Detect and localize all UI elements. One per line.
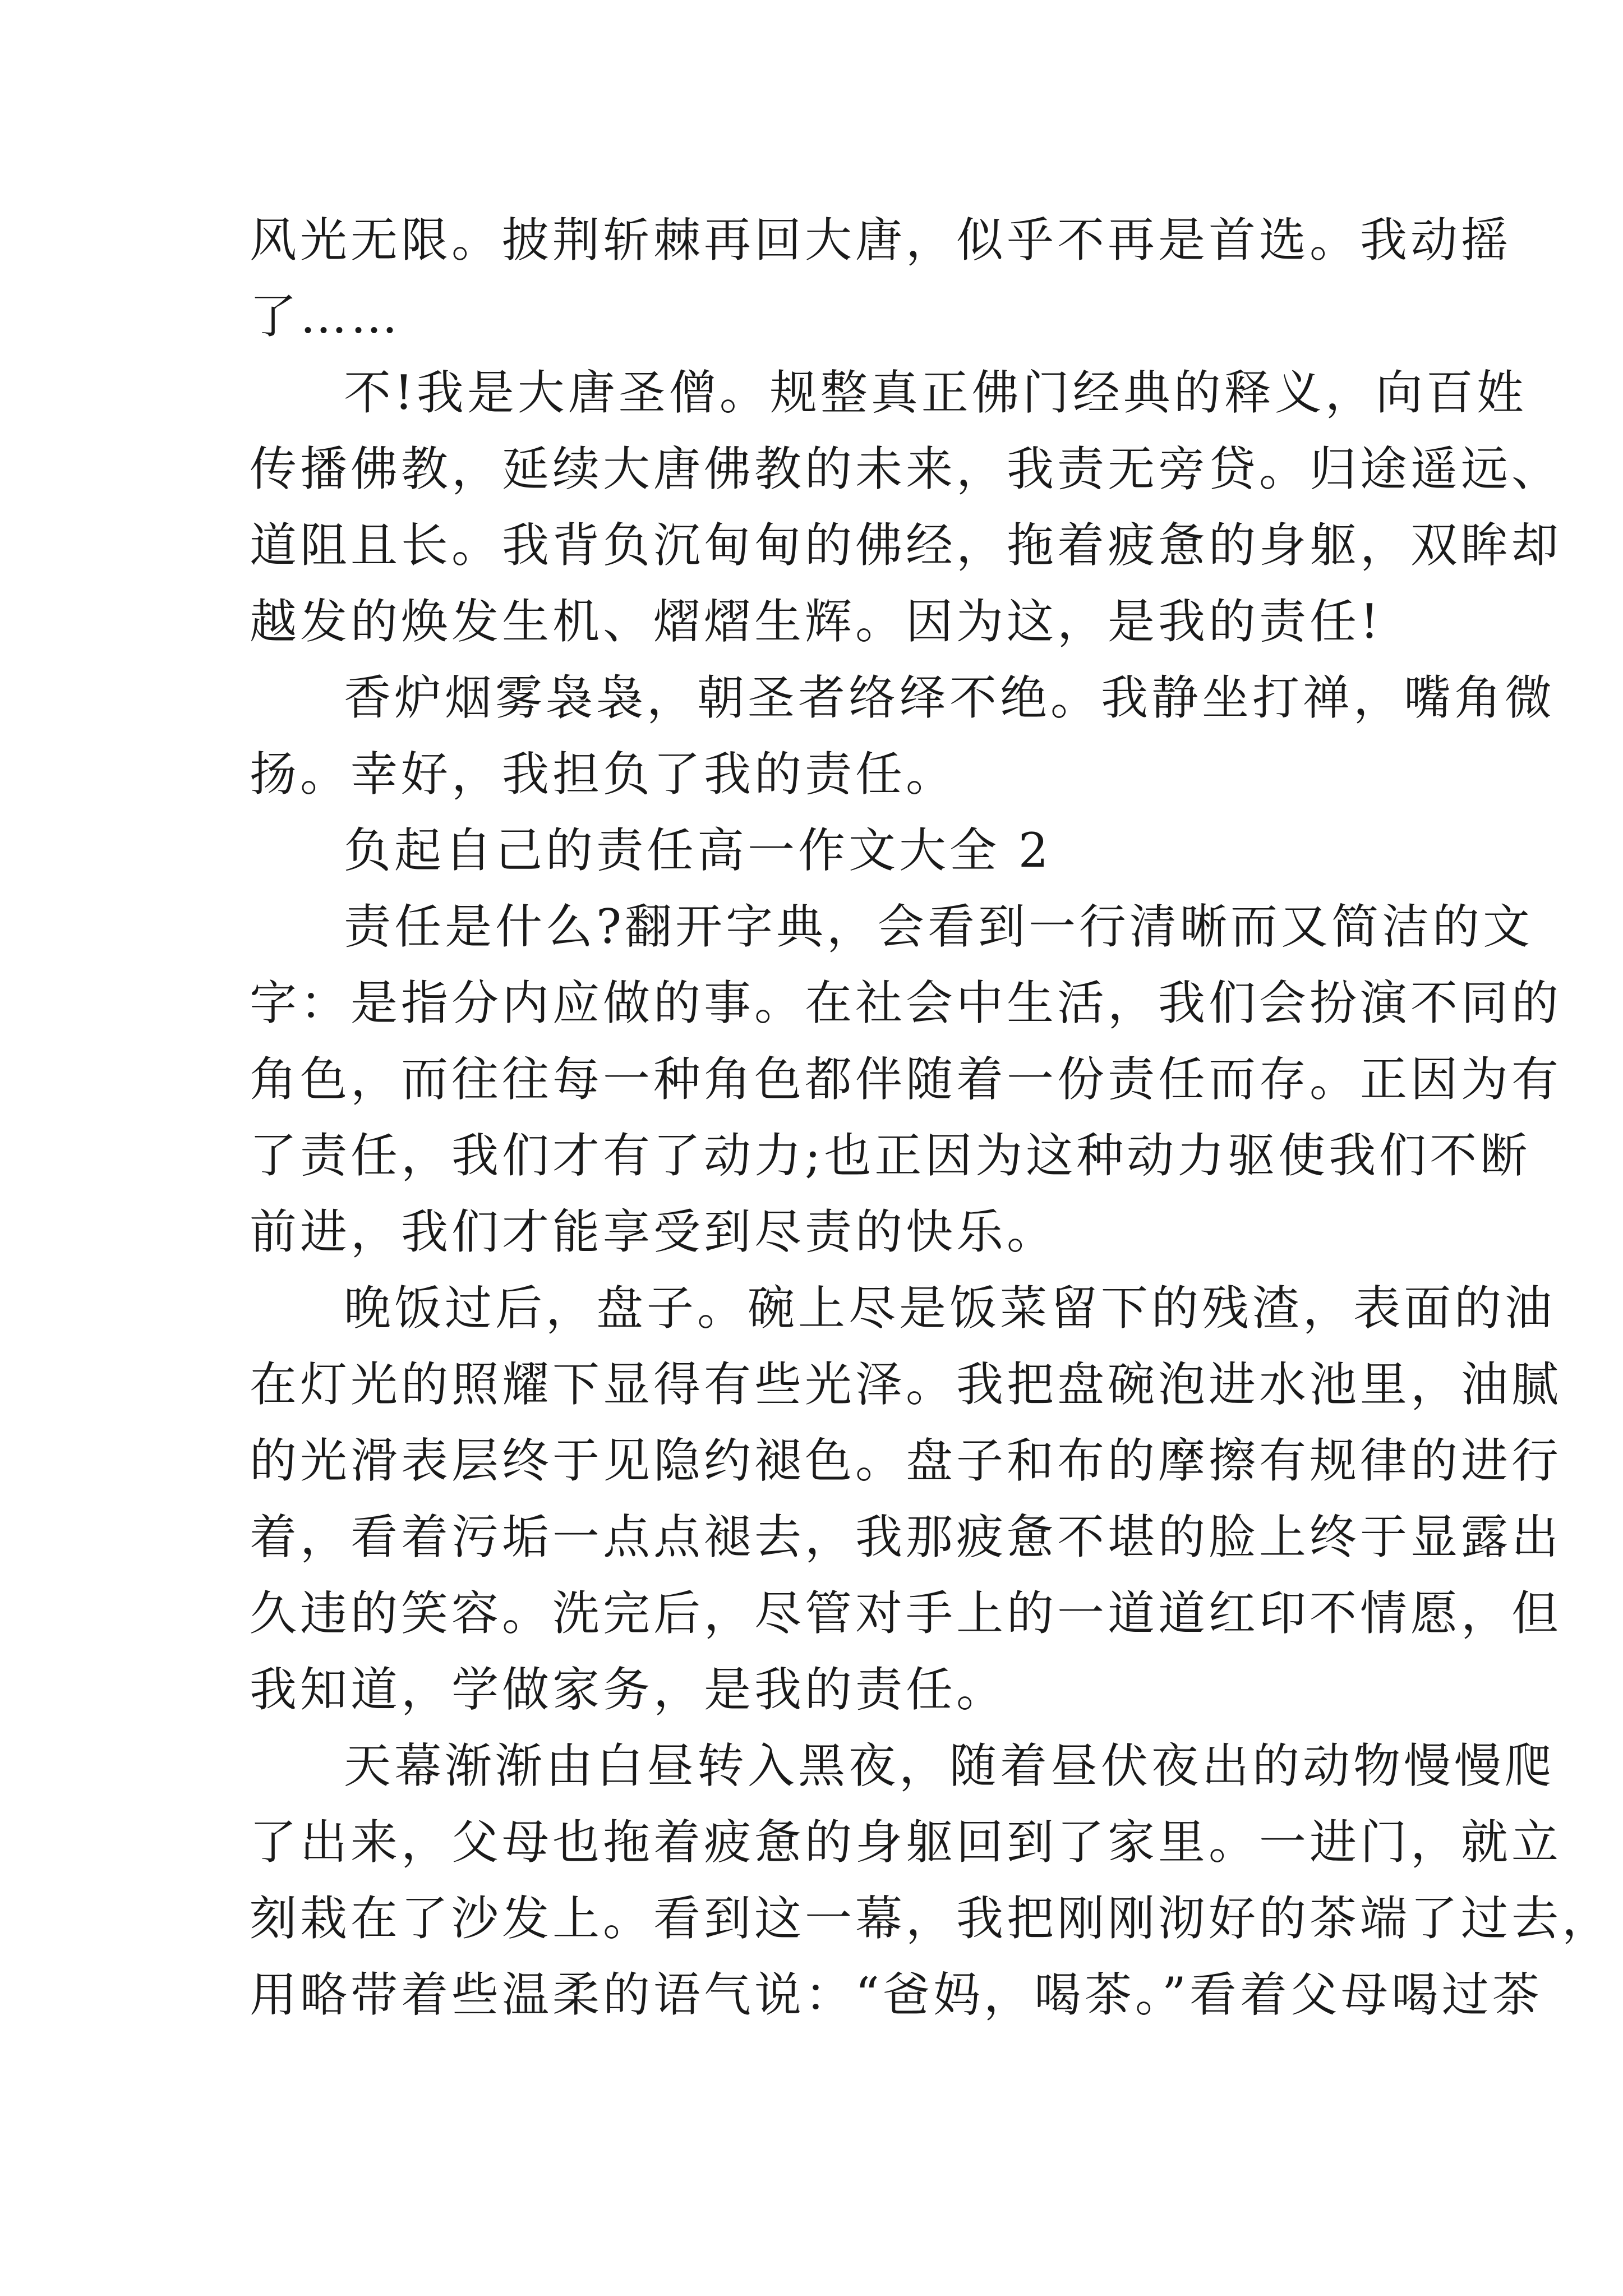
- text-line: 责任是什么?翻开字典，会看到一行清晰而又简洁的文: [344, 899, 1534, 954]
- text-line: 传播佛教，延续大唐佛教的未来，我责无旁贷。归途遥远、: [250, 441, 1562, 496]
- text-line: 道阻且长。我背负沉甸甸的佛经，拖着疲惫的身躯，双眸却: [250, 518, 1562, 573]
- text-line: 了出来，父母也拖着疲惫的身躯回到了家里。一进门，就立: [250, 1815, 1562, 1870]
- text-line: 着，看着污垢一点点褪去，我那疲惫不堪的脸上终于显露出: [250, 1510, 1562, 1565]
- paragraph: [250, 355, 1562, 660]
- text-line: 刻栽在了沙发上。看到这一幕，我把刚刚沏好的茶端了过去，: [250, 1891, 1613, 1946]
- text-line: 扬。幸好，我担负了我的责任。: [250, 747, 957, 802]
- text-line: 在灯光的照耀下显得有些光泽。我把盘碗泡进水池里，油腻: [250, 1357, 1562, 1412]
- text-line: 风光无限。披荆斩棘再回大唐，似乎不再是首选。我动摇: [250, 213, 1512, 268]
- text-line: 了……: [250, 289, 402, 344]
- paragraph: [250, 1728, 1613, 2033]
- text-line: 用略带着些温柔的语气说：“爸妈，喝茶。”看着父母喝过茶: [250, 1967, 1543, 2022]
- text-line: 角色，而往往每一种角色都伴随着一份责任而存。正因为有: [250, 1052, 1562, 1107]
- text-line: 晚饭过后，盘子。碗上尽是饭菜留下的残渣，表面的油: [344, 1281, 1556, 1336]
- text-line: 香炉烟雾袅袅，朝圣者络绎不绝。我静坐打禅，嘴角微: [344, 670, 1556, 725]
- paragraph: [250, 1270, 1562, 1728]
- text-line: 不!我是大唐圣僧。规整真正佛门经典的释义，向百姓: [344, 365, 1527, 420]
- section-heading: [250, 812, 1388, 889]
- text-line: 天幕渐渐由白昼转入黑夜，随着昼伏夜出的动物慢慢爬: [344, 1738, 1556, 1793]
- paragraph: [250, 202, 1512, 355]
- text-line: 负起自己的责任高一作文大全 2: [344, 823, 1052, 878]
- text-line: 前进，我们才能享受到尽责的快乐。: [250, 1204, 1058, 1259]
- text-line: 了责任，我们才有了动力;也正因为这种动力驱使我们不断: [250, 1128, 1531, 1183]
- paragraph: [250, 889, 1562, 1270]
- text-line: 越发的焕发生机、熠熠生辉。因为这，是我的责任!: [250, 594, 1382, 649]
- text-line: 久违的笑容。洗完后，尽管对手上的一道道红印不情愿，但: [250, 1586, 1562, 1641]
- text-line: 我知道，学做家务，是我的责任。: [250, 1662, 1007, 1717]
- document-body: [250, 202, 1613, 2033]
- text-line: 的光滑表层终于见隐约褪色。盘子和布的摩擦有规律的进行: [250, 1433, 1562, 1488]
- text-line: 字：是指分内应做的事。在社会中生活，我们会扮演不同的: [250, 976, 1562, 1030]
- paragraph: [250, 660, 1556, 812]
